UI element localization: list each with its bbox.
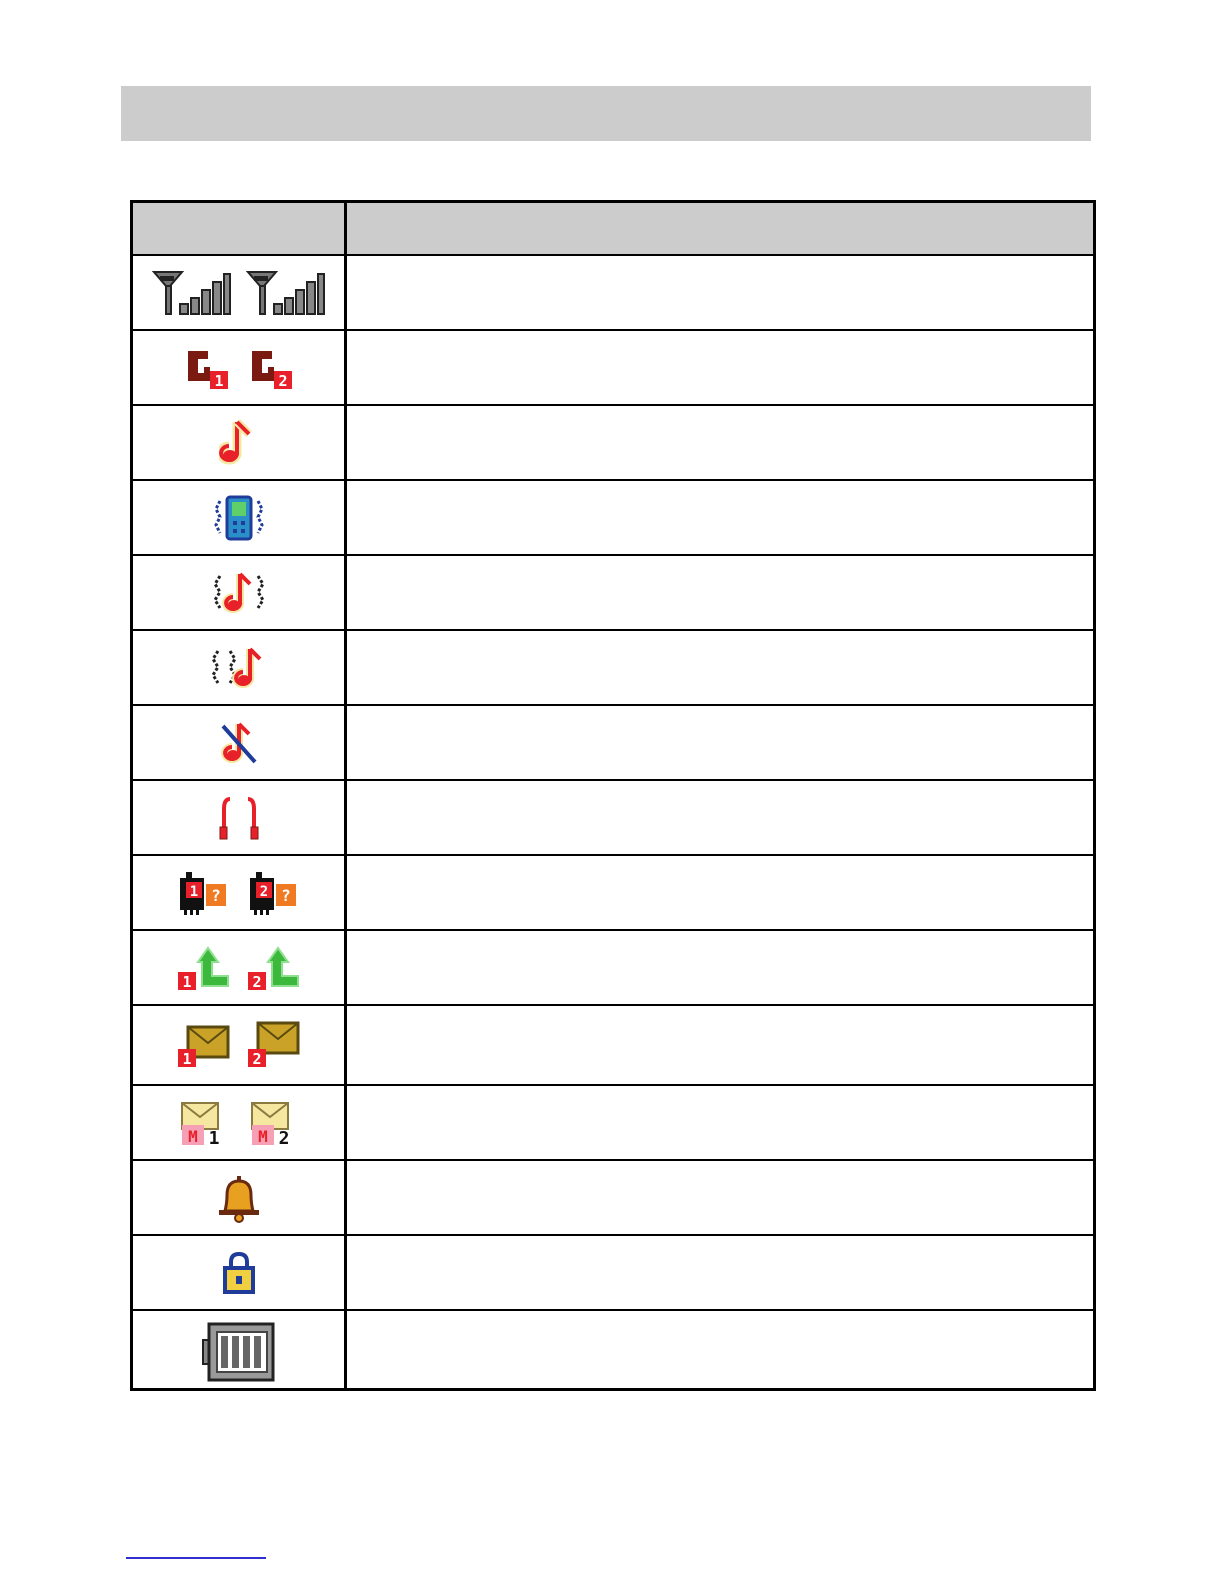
svg-text:?: ?	[210, 885, 221, 905]
alarm-bell-icon	[215, 1173, 263, 1223]
svg-text:1: 1	[181, 1050, 192, 1068]
vibrate-then-ring-icon	[210, 643, 268, 693]
icon-cell	[133, 481, 344, 554]
description-cell	[347, 1086, 1093, 1159]
new-sms-sim2-icon	[246, 1019, 302, 1071]
svg-text:2: 2	[251, 1050, 262, 1068]
new-mms-sim1-icon	[176, 1097, 232, 1149]
battery-level-icon	[201, 1320, 277, 1382]
gprs-sim2-icon	[246, 345, 296, 391]
description-cell	[347, 856, 1093, 929]
new-mms-sim2-icon	[246, 1097, 302, 1149]
footer-underline	[126, 1557, 266, 1559]
headset-icon	[216, 793, 262, 843]
table-row	[133, 1086, 1093, 1161]
description-cell	[347, 481, 1093, 554]
svg-text:M: M	[257, 1126, 268, 1146]
table-row	[133, 1006, 1093, 1086]
icon-cell	[133, 1311, 344, 1391]
description-cell	[347, 406, 1093, 479]
table-header	[133, 203, 1093, 256]
icon-cell	[133, 706, 344, 779]
description-cell	[347, 1161, 1093, 1234]
table-row	[133, 1161, 1093, 1236]
description-cell	[347, 1311, 1093, 1391]
svg-text:1: 1	[213, 371, 224, 390]
vibrate-profile-icon	[212, 493, 266, 543]
gprs-sim1-icon	[182, 345, 232, 391]
svg-text:1: 1	[189, 883, 198, 900]
status-icons-table	[130, 200, 1096, 1391]
ring-profile-icon	[219, 418, 259, 468]
table-row	[133, 631, 1093, 706]
svg-text:1: 1	[208, 1127, 219, 1149]
description-cell	[347, 631, 1093, 704]
svg-text:2: 2	[277, 371, 288, 390]
silent-profile-icon	[217, 718, 261, 768]
svg-text:2: 2	[259, 883, 268, 900]
description-cell	[347, 781, 1093, 854]
vibrate-and-ring-icon	[212, 568, 266, 618]
call-divert-sim1-icon	[176, 942, 232, 994]
call-divert-sim2-icon	[246, 942, 302, 994]
signal-strength-sim1-icon	[152, 268, 232, 318]
keypad-lock-icon	[219, 1248, 259, 1298]
description-cell	[347, 706, 1093, 779]
signal-strength-sim2-icon	[246, 268, 326, 318]
icon-cell	[133, 1161, 344, 1234]
icon-cell	[133, 631, 344, 704]
svg-text:?: ?	[280, 885, 291, 905]
missed-call-sim1-icon	[176, 868, 232, 918]
icon-cell	[133, 931, 344, 1004]
description-cell	[347, 256, 1093, 329]
table-row	[133, 406, 1093, 481]
svg-text:M: M	[187, 1126, 198, 1146]
description-cell	[347, 331, 1093, 404]
section-title-bar	[121, 86, 1091, 141]
description-cell	[347, 556, 1093, 629]
missed-call-sim2-icon	[246, 868, 302, 918]
icon-cell	[133, 556, 344, 629]
table-row	[133, 856, 1093, 931]
description-cell	[347, 1236, 1093, 1309]
icon-cell	[133, 781, 344, 854]
table-row	[133, 481, 1093, 556]
table-row	[133, 931, 1093, 1006]
svg-text:2: 2	[251, 972, 262, 991]
table-row	[133, 706, 1093, 781]
svg-text:1: 1	[181, 972, 192, 991]
table-row	[133, 781, 1093, 856]
table-row	[133, 1236, 1093, 1311]
new-sms-sim1-icon	[176, 1019, 232, 1071]
icon-cell	[133, 1006, 344, 1084]
icon-cell	[133, 331, 344, 404]
description-cell	[347, 931, 1093, 1004]
icon-cell	[133, 1086, 344, 1159]
table-row	[133, 256, 1093, 331]
description-cell	[347, 1006, 1093, 1084]
icon-cell	[133, 406, 344, 479]
table-row	[133, 1311, 1093, 1391]
svg-text:2: 2	[278, 1127, 289, 1149]
icon-cell	[133, 856, 344, 929]
table-row	[133, 331, 1093, 406]
icon-cell	[133, 256, 344, 329]
table-row	[133, 556, 1093, 631]
icon-cell	[133, 1236, 344, 1309]
